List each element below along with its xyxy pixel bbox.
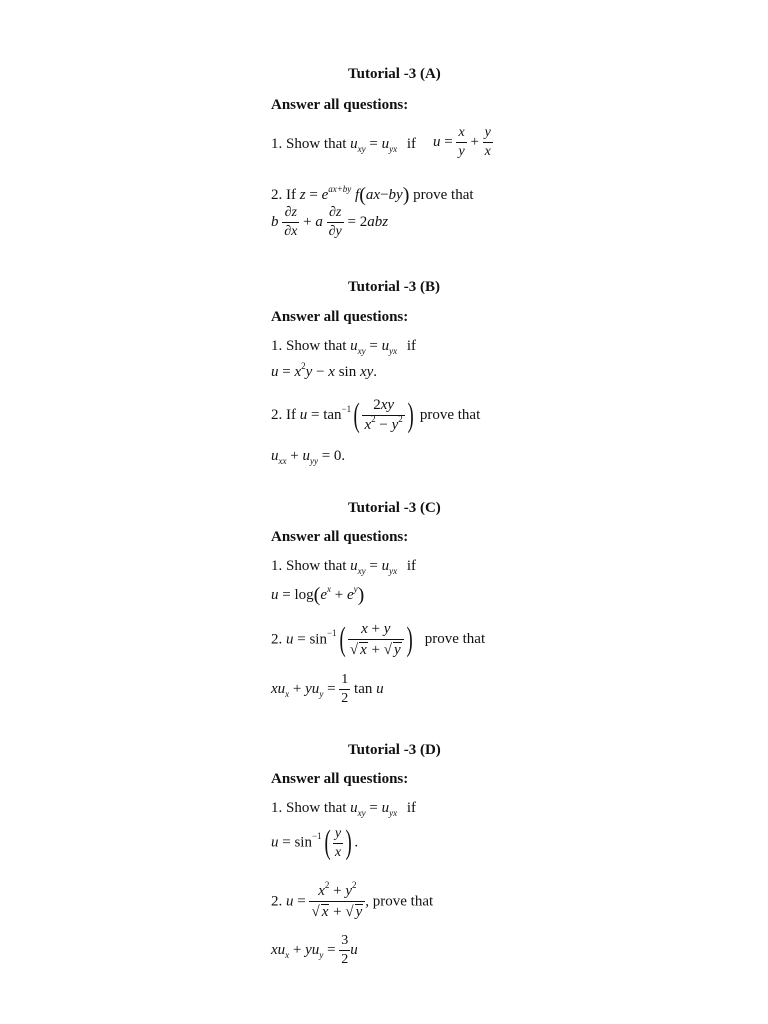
- section-c-instruction: Answer all questions:: [271, 529, 409, 545]
- section-d-q1-formula: $u = \sin^{-1}$( $\frac{y}{x}$ ) .: [271, 824, 359, 861]
- q2-prefix: 2. If: [271, 186, 296, 203]
- q1-cond: if: [406, 136, 417, 152]
- section-b-q1-formula: $u = x^2y - x$ sin xy.: [271, 361, 378, 380]
- q1-cond: if: [406, 800, 417, 816]
- q2-suffix: prove that: [424, 631, 486, 648]
- q1-prefix: 1. Show that: [271, 800, 347, 816]
- section-b-q1: 1. Show that $u_{xy} = u_{yx}$ if: [271, 338, 417, 356]
- section-a-q2-formula: b $\frac{\partial z}{\partial x}$ + a $\frac{\partial z}{\partial y}$ = 2abz: [271, 205, 389, 239]
- q1-prefix: 1. Show that: [271, 558, 347, 574]
- q2-prefix: 2.: [271, 893, 283, 910]
- section-b-q2-formula: $u_{xx} + u_{yy} = 0$.: [271, 448, 346, 466]
- section-a-title: Tutorial -3 (A): [348, 66, 441, 82]
- q1-cond: if: [406, 558, 417, 574]
- q1-cond: if: [406, 338, 417, 354]
- section-a-q1-formula: u = $\frac{x}{y}$ + $\frac{y}{x}$: [433, 125, 491, 159]
- section-a-q2: 2. If $z = e^{ax+by}$ f(ax−by) prove that: [271, 183, 474, 206]
- section-c-title: Tutorial -3 (C): [348, 500, 441, 516]
- q2-prefix: 2.: [271, 631, 283, 648]
- section-d-q2: 2. u = $\frac{x^2 + y^2}{√ x + √ y}$ , prove that: [271, 880, 434, 920]
- section-c-q2-formula: $xu_x + yu_y$ = $\frac{1}{2}$ tan u: [271, 672, 384, 706]
- section-c-q1-formula: $u = \log(e^x + e^y)$: [271, 583, 365, 606]
- section-d-q2-formula: $xu_x + yu_y$ = $\frac{3}{2}$ u: [271, 933, 358, 967]
- section-d-q1: 1. Show that $u_{xy} = u_{yx}$ if: [271, 800, 417, 818]
- section-a-instruction: Answer all questions:: [271, 97, 409, 113]
- q1-prefix: 1. Show that: [271, 136, 347, 152]
- section-c-q1: 1. Show that $u_{xy} = u_{yx}$ if: [271, 558, 417, 576]
- section-d-instruction: Answer all questions:: [271, 771, 409, 787]
- q1-prefix: 1. Show that: [271, 338, 347, 354]
- q2-suffix: prove that: [413, 186, 474, 203]
- section-b-instruction: Answer all questions:: [271, 309, 409, 325]
- section-b-q2: 2. If $u = \tan^{-1}$( $\frac{2xy}{x^2 - y^2}$ ) prove that: [271, 396, 481, 434]
- section-b-title: Tutorial -3 (B): [348, 279, 440, 295]
- section-a-q1: 1. Show that $u_{xy} = u_{yx}$ if: [271, 136, 417, 154]
- q2-suffix: , prove that: [365, 893, 434, 910]
- section-c-q2: 2. $u = \sin^{-1}$( $\frac{x + y}{√ x + √ y}$ ) prove that: [271, 621, 486, 658]
- section-d-title: Tutorial -3 (D): [348, 742, 441, 758]
- q2-suffix: prove that: [419, 406, 481, 423]
- q2-prefix: 2. If: [271, 406, 296, 423]
